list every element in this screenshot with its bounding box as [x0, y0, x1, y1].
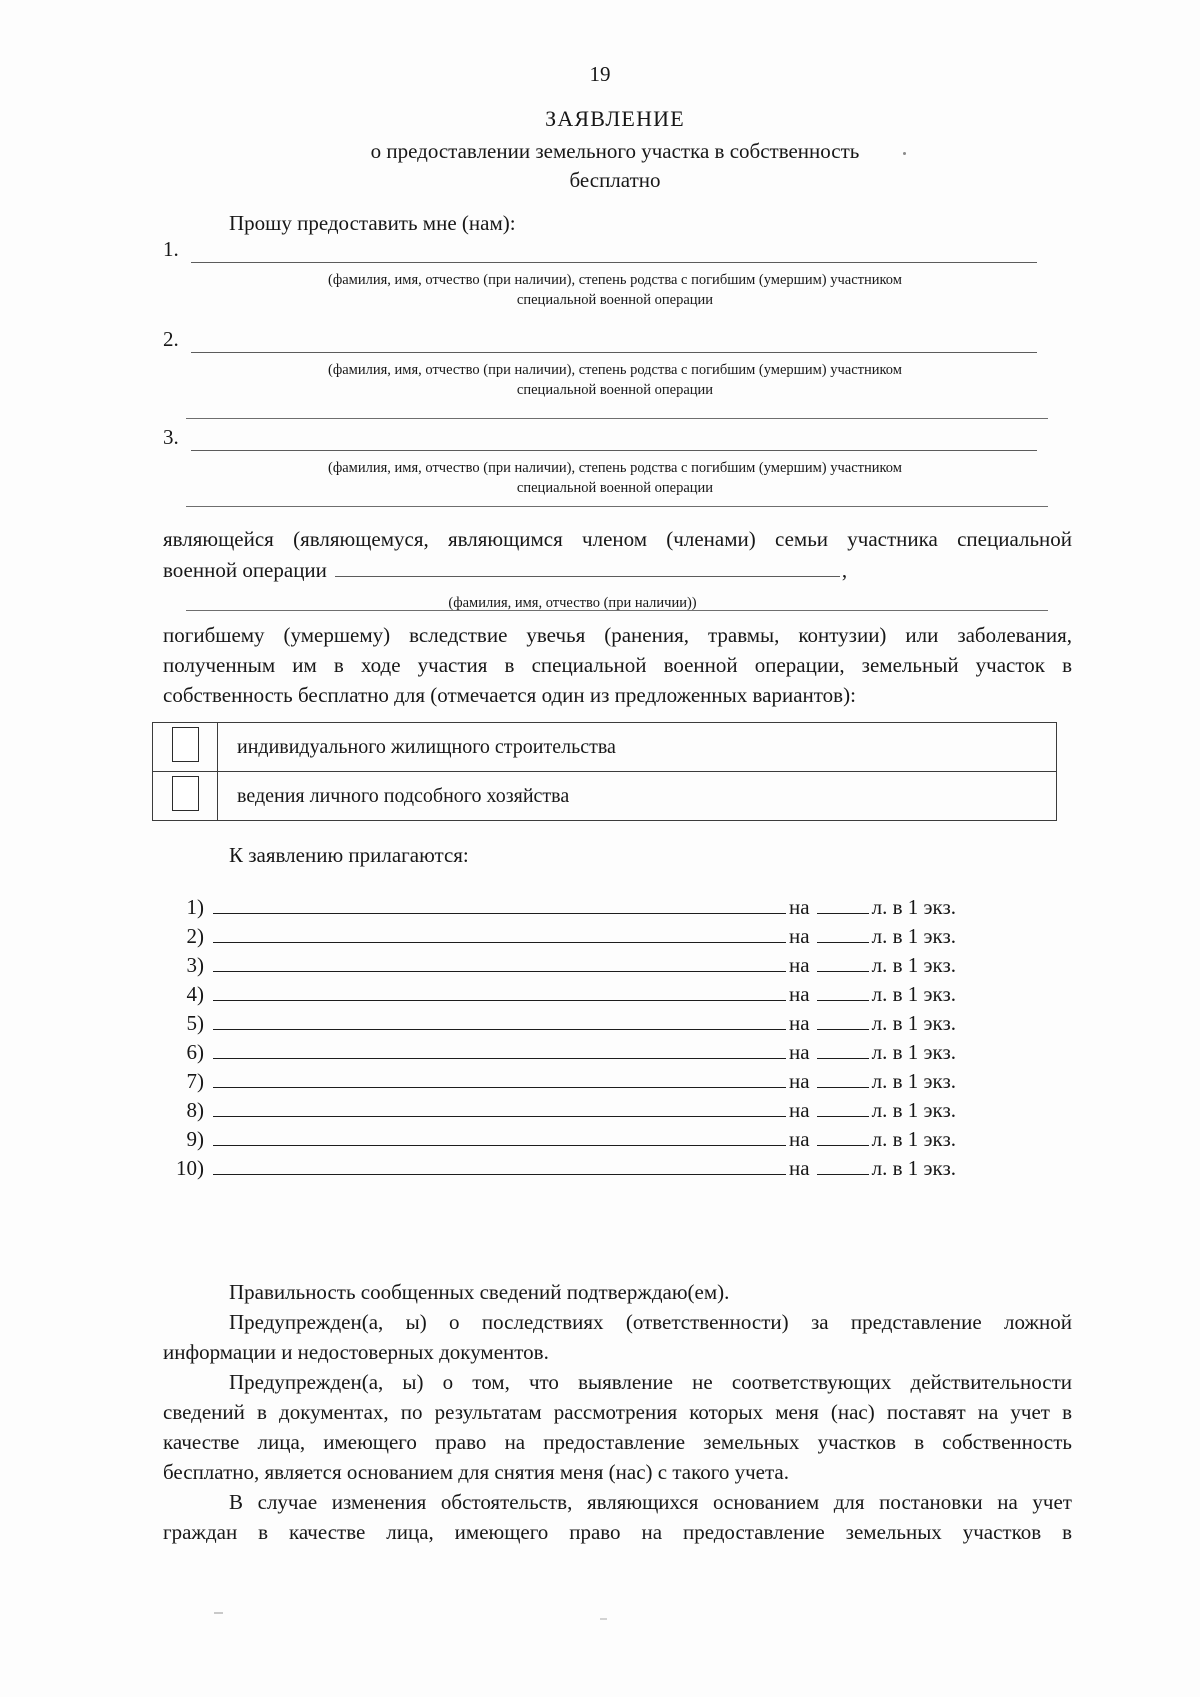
family-member-prefix: военной операции	[163, 558, 327, 582]
closing-paragraph-4-line-1: В случае изменения обстоятельств, являющихся основанием для постановки на учет	[229, 1490, 1072, 1514]
applicant-entry-2-number: 2.	[163, 327, 179, 351]
applicant-caption-line-1: (фамилия, имя, отчество (при наличии), степень родства с погибшим (умершим) участником	[328, 460, 902, 476]
family-member-suffix: ,	[841, 558, 848, 582]
applicant-entry-1-field-row	[163, 237, 1037, 267]
attachment-na-label: на	[789, 895, 810, 919]
attachment-number: 3)	[186, 953, 204, 977]
applicant-caption-line-2: специальной военной операции	[516, 382, 714, 398]
attachment-row	[166, 893, 956, 922]
attachment-row	[166, 980, 956, 1009]
applicant-entry-2-caption	[211, 360, 1019, 400]
attachment-na-label: на	[789, 953, 810, 977]
attachment-row	[166, 1038, 956, 1067]
attachment-pages-input-line[interactable]	[817, 1067, 869, 1088]
attachment-number: 1)	[186, 895, 204, 919]
applicant-entry-1	[163, 237, 1037, 310]
scan-artifact-footer-center	[600, 1618, 607, 1620]
document-title: ЗАЯВЛЕНИЕ	[545, 106, 685, 131]
attachment-tail-label: л. в 1 экз.	[871, 953, 956, 977]
applicant-entry-2-field-row	[163, 327, 1037, 357]
attachment-na-label: на	[789, 924, 810, 948]
closing-paragraph-3-line-4: бесплатно, является основанием для снятия меня (нас) с такого учета.	[163, 1460, 789, 1484]
applicant-caption-line-1: (фамилия, имя, отчество (при наличии), степень родства с погибшим (умершим) участником	[328, 272, 902, 288]
attachment-na-label: на	[789, 1156, 810, 1180]
attachment-name-input-line[interactable]	[213, 1096, 786, 1117]
document-subtitle-line-2: бесплатно	[569, 168, 661, 192]
attachments-list	[166, 893, 956, 1183]
family-member-caption: (фамилия, имя, отчество (при наличии))	[448, 595, 697, 611]
attachment-row	[166, 1067, 956, 1096]
attachment-number: 8)	[186, 1098, 204, 1122]
attachment-name-input-line[interactable]	[213, 1067, 786, 1088]
closing-paragraph-2-line-1: Предупрежден(а, ы) о последствиях (ответственности) за представление ложной	[229, 1310, 1072, 1334]
attachment-name-input-line[interactable]	[213, 1154, 786, 1175]
attachments-heading: К заявлению прилагаются:	[229, 843, 469, 867]
attachment-row	[166, 922, 956, 951]
attachment-number: 9)	[186, 1127, 204, 1151]
attachment-name-input-line[interactable]	[213, 951, 786, 972]
purpose-option-label-1: индивидуального жилищного строительства	[218, 723, 1057, 772]
attachment-pages-input-line[interactable]	[817, 1038, 869, 1059]
checkbox-individual-housing[interactable]	[172, 727, 199, 762]
purpose-option-checkbox-cell-2[interactable]	[153, 772, 218, 821]
family-member-line-2	[163, 554, 1072, 585]
attachment-pages-input-line[interactable]	[817, 951, 869, 972]
attachment-row	[166, 951, 956, 980]
attachment-name-input-line[interactable]	[213, 893, 786, 914]
applicant-entry-3-caption	[211, 458, 1019, 498]
attachment-pages-input-line[interactable]	[817, 1009, 869, 1030]
document-subtitle	[160, 137, 1070, 195]
attachment-na-label: на	[789, 1011, 810, 1035]
closing-paragraph-1: Правильность сообщенных сведений подтверждаю(ем).	[229, 1280, 730, 1304]
purpose-option-checkbox-cell-1[interactable]	[153, 723, 218, 772]
attachment-tail-label: л. в 1 экз.	[871, 895, 956, 919]
attachment-tail-label: л. в 1 экз.	[871, 982, 956, 1006]
applicant-entry-3	[163, 425, 1037, 498]
scan-rule-above-entry-3	[186, 418, 1048, 419]
scan-artifact-dot	[903, 152, 906, 155]
attachment-tail-label: л. в 1 экз.	[871, 1127, 956, 1151]
attachment-na-label: на	[789, 1127, 810, 1151]
scan-rule-above-member-block	[186, 506, 1048, 507]
document-subtitle-line-1: о предоставлении земельного участка в собственность	[370, 139, 860, 163]
applicant-entry-1-input-line[interactable]	[191, 262, 1037, 263]
attachment-na-label: на	[789, 1040, 810, 1064]
family-member-line-1: являющейся (являющемуся, являющимся членом (членами) семьи участника специальной	[163, 527, 1072, 551]
applicant-entry-2	[163, 327, 1037, 400]
purpose-option-row-2[interactable]	[153, 772, 1057, 821]
body-line-3: собственность бесплатно для (отмечается один из предложенных вариантов):	[163, 683, 856, 707]
attachment-tail-label: л. в 1 экз.	[871, 924, 956, 948]
attachment-pages-input-line[interactable]	[817, 1096, 869, 1117]
attachment-tail-label: л. в 1 экз.	[871, 1098, 956, 1122]
attachment-number: 6)	[186, 1040, 204, 1064]
attachment-number: 10)	[176, 1156, 204, 1180]
closing-paragraph-2-line-2: информации и недостоверных документов.	[163, 1340, 549, 1364]
applicant-entry-3-number: 3.	[163, 425, 179, 449]
attachment-row	[166, 1154, 956, 1183]
attachment-na-label: на	[789, 1069, 810, 1093]
attachment-name-input-line[interactable]	[213, 1038, 786, 1059]
closing-paragraph-4-line-2: граждан в качестве лица, имеющего право на предоставление земельных участков в	[163, 1520, 1072, 1544]
attachment-tail-label: л. в 1 экз.	[871, 1040, 956, 1064]
attachment-na-label: на	[789, 1098, 810, 1122]
purpose-option-label-2: ведения личного подсобного хозяйства	[218, 772, 1057, 821]
family-member-block	[163, 524, 1072, 618]
attachment-pages-input-line[interactable]	[817, 922, 869, 943]
applicant-entry-1-number: 1.	[163, 237, 179, 261]
family-member-input-line[interactable]	[335, 554, 840, 577]
applicant-entry-1-caption	[211, 270, 1019, 310]
closing-paragraph-3-line-3: качестве лица, имеющего право на предоставление земельных участков в собственность	[163, 1430, 1072, 1454]
intro-text: Прошу предоставить мне (нам):	[229, 211, 516, 235]
applicant-entry-2-input-line[interactable]	[191, 352, 1037, 353]
closing-statements	[163, 1277, 1072, 1547]
attachment-pages-input-line[interactable]	[817, 1125, 869, 1146]
scan-rule-above-body	[186, 610, 1048, 611]
attachment-row	[166, 1009, 956, 1038]
attachment-name-input-line[interactable]	[213, 922, 786, 943]
attachment-pages-input-line[interactable]	[817, 980, 869, 1001]
attachment-number: 4)	[186, 982, 204, 1006]
attachment-pages-input-line[interactable]	[817, 893, 869, 914]
applicant-entry-3-field-row	[163, 425, 1037, 455]
attachment-row	[166, 1125, 956, 1154]
attachment-na-label: на	[789, 982, 810, 1006]
attachment-number: 2)	[186, 924, 204, 948]
body-paragraph	[163, 620, 1072, 710]
closing-paragraph-3-line-2: сведений в документах, по результатам рассмотрения которых меня (нас) поставят на учет в	[163, 1400, 1072, 1424]
body-line-1: погибшему (умершему) вследствие увечья (ранения, травмы, контузии) или заболевания,	[163, 623, 1072, 647]
closing-paragraph-3-line-1: Предупрежден(а, ы) о том, что выявление не соответствующих действительности	[229, 1370, 1072, 1394]
page-number: 19	[589, 62, 611, 86]
body-line-2: полученным им в ходе участия в специальной военной операции, земельный участок в	[163, 653, 1072, 677]
attachment-number: 7)	[186, 1069, 204, 1093]
attachment-number: 5)	[186, 1011, 204, 1035]
attachment-name-input-line[interactable]	[213, 980, 786, 1001]
applicant-caption-line-1: (фамилия, имя, отчество (при наличии), степень родства с погибшим (умершим) участником	[328, 362, 902, 378]
applicant-caption-line-2: специальной военной операции	[516, 480, 714, 496]
attachment-name-input-line[interactable]	[213, 1009, 786, 1030]
attachment-row	[166, 1096, 956, 1125]
attachment-pages-input-line[interactable]	[817, 1154, 869, 1175]
scan-artifact-footer-left	[214, 1612, 223, 1614]
attachment-name-input-line[interactable]	[213, 1125, 786, 1146]
purpose-options-table	[152, 722, 1057, 821]
attachment-tail-label: л. в 1 экз.	[871, 1156, 956, 1180]
attachment-tail-label: л. в 1 экз.	[871, 1011, 956, 1035]
applicant-caption-line-2: специальной военной операции	[516, 292, 714, 308]
applicant-entry-3-input-line[interactable]	[191, 450, 1037, 451]
checkbox-private-subsidiary-farming[interactable]	[172, 776, 199, 811]
attachment-tail-label: л. в 1 экз.	[871, 1069, 956, 1093]
purpose-option-row-1[interactable]	[153, 723, 1057, 772]
